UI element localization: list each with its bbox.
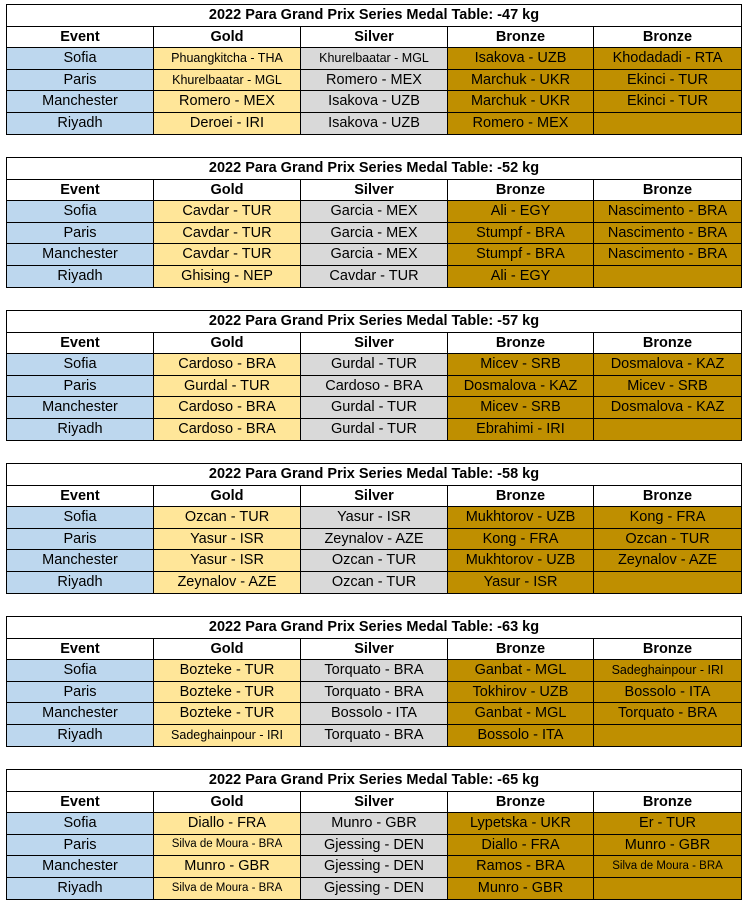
table-header-row xyxy=(7,485,742,507)
event-cell: Paris xyxy=(7,834,154,856)
table-row xyxy=(7,681,742,703)
column-header: Bronze xyxy=(448,485,594,507)
event-cell: Paris xyxy=(7,681,154,703)
gold-cell: Romero - MEX xyxy=(154,91,301,113)
bronze-cell: Ali - EGY xyxy=(448,265,594,287)
bronze-cell: Khodadadi - RTA xyxy=(594,48,742,70)
bronze-cell: Dosmalova - KAZ xyxy=(594,397,742,419)
bronze-cell: Ekinci - TUR xyxy=(594,69,742,91)
bronze-cell: Nascimento - BRA xyxy=(594,244,742,266)
medal-table xyxy=(6,157,742,288)
column-header: Silver xyxy=(301,332,448,354)
table-row xyxy=(7,571,742,593)
table-row xyxy=(7,834,742,856)
column-header: Bronze xyxy=(448,638,594,660)
gold-cell: Ozcan - TUR xyxy=(154,507,301,529)
column-header: Gold xyxy=(154,638,301,660)
table-row xyxy=(7,528,742,550)
medal-table xyxy=(6,616,742,747)
event-cell: Paris xyxy=(7,69,154,91)
silver-cell: Gjessing - DEN xyxy=(301,856,448,878)
table-title: 2022 Para Grand Prix Series Medal Table: -57 kg xyxy=(7,311,742,333)
silver-cell: Ozcan - TUR xyxy=(301,550,448,572)
silver-cell: Gurdal - TUR xyxy=(301,418,448,440)
table-row xyxy=(7,703,742,725)
table-row xyxy=(7,69,742,91)
bronze-cell: Mukhtorov - UZB xyxy=(448,550,594,572)
silver-cell: Cavdar - TUR xyxy=(301,265,448,287)
table-title-row xyxy=(7,311,742,333)
column-header: Bronze xyxy=(594,179,742,201)
event-cell: Sofia xyxy=(7,354,154,376)
column-header: Silver xyxy=(301,485,448,507)
gold-cell: Sadeghainpour - IRI xyxy=(154,724,301,746)
silver-cell: Bossolo - ITA xyxy=(301,703,448,725)
table-row xyxy=(7,507,742,529)
column-header: Bronze xyxy=(448,26,594,48)
table-row xyxy=(7,877,742,899)
bronze-cell: Zeynalov - AZE xyxy=(594,550,742,572)
bronze-cell xyxy=(594,112,742,134)
column-header: Silver xyxy=(301,179,448,201)
bronze-cell: Mukhtorov - UZB xyxy=(448,507,594,529)
bronze-cell xyxy=(594,571,742,593)
gold-cell: Khurelbaatar - MGL xyxy=(154,69,301,91)
table-title-row xyxy=(7,770,742,792)
column-header: Event xyxy=(7,485,154,507)
bronze-cell: Ganbat - MGL xyxy=(448,660,594,682)
bronze-cell: Munro - GBR xyxy=(448,877,594,899)
bronze-cell: Romero - MEX xyxy=(448,112,594,134)
bronze-cell: Micev - SRB xyxy=(448,354,594,376)
column-header: Event xyxy=(7,179,154,201)
gold-cell: Bozteke - TUR xyxy=(154,703,301,725)
table-row xyxy=(7,265,742,287)
table-row xyxy=(7,354,742,376)
medal-table xyxy=(6,769,742,900)
gold-cell: Yasur - ISR xyxy=(154,528,301,550)
bronze-cell xyxy=(594,877,742,899)
event-cell: Manchester xyxy=(7,244,154,266)
silver-cell: Cardoso - BRA xyxy=(301,375,448,397)
column-header: Silver xyxy=(301,638,448,660)
event-cell: Manchester xyxy=(7,397,154,419)
bronze-cell: Bossolo - ITA xyxy=(448,724,594,746)
table-title-row xyxy=(7,617,742,639)
gold-cell: Phuangkitcha - THA xyxy=(154,48,301,70)
bronze-cell: Kong - FRA xyxy=(594,507,742,529)
table-row xyxy=(7,724,742,746)
gold-cell: Gurdal - TUR xyxy=(154,375,301,397)
medal-table xyxy=(6,4,742,135)
table-row xyxy=(7,418,742,440)
silver-cell: Romero - MEX xyxy=(301,69,448,91)
bronze-cell: Nascimento - BRA xyxy=(594,222,742,244)
silver-cell: Garcia - MEX xyxy=(301,222,448,244)
table-row xyxy=(7,660,742,682)
table-row xyxy=(7,813,742,835)
silver-cell: Khurelbaatar - MGL xyxy=(301,48,448,70)
bronze-cell: Yasur - ISR xyxy=(448,571,594,593)
event-cell: Riyadh xyxy=(7,877,154,899)
silver-cell: Garcia - MEX xyxy=(301,201,448,223)
bronze-cell: Tokhirov - UZB xyxy=(448,681,594,703)
column-header: Event xyxy=(7,332,154,354)
table-row xyxy=(7,91,742,113)
event-cell: Riyadh xyxy=(7,571,154,593)
bronze-cell: Stumpf - BRA xyxy=(448,244,594,266)
silver-cell: Munro - GBR xyxy=(301,813,448,835)
bronze-cell: Kong - FRA xyxy=(448,528,594,550)
column-header: Event xyxy=(7,638,154,660)
column-header: Event xyxy=(7,26,154,48)
bronze-cell: Dosmalova - KAZ xyxy=(448,375,594,397)
table-title: 2022 Para Grand Prix Series Medal Table: -63 kg xyxy=(7,617,742,639)
bronze-cell: Ramos - BRA xyxy=(448,856,594,878)
table-title-row xyxy=(7,5,742,27)
bronze-cell: Diallo - FRA xyxy=(448,834,594,856)
silver-cell: Torquato - BRA xyxy=(301,681,448,703)
event-cell: Paris xyxy=(7,528,154,550)
silver-cell: Garcia - MEX xyxy=(301,244,448,266)
gold-cell: Diallo - FRA xyxy=(154,813,301,835)
event-cell: Manchester xyxy=(7,703,154,725)
column-header: Bronze xyxy=(594,485,742,507)
event-cell: Sofia xyxy=(7,507,154,529)
column-header: Bronze xyxy=(448,332,594,354)
column-header: Event xyxy=(7,791,154,813)
silver-cell: Isakova - UZB xyxy=(301,112,448,134)
table-row xyxy=(7,550,742,572)
table-row xyxy=(7,201,742,223)
table-row xyxy=(7,222,742,244)
gold-cell: Cavdar - TUR xyxy=(154,244,301,266)
event-cell: Riyadh xyxy=(7,265,154,287)
column-header: Gold xyxy=(154,332,301,354)
table-title: 2022 Para Grand Prix Series Medal Table: -65 kg xyxy=(7,770,742,792)
gold-cell: Cardoso - BRA xyxy=(154,397,301,419)
bronze-cell: Stumpf - BRA xyxy=(448,222,594,244)
gold-cell: Silva de Moura - BRA xyxy=(154,834,301,856)
event-cell: Riyadh xyxy=(7,418,154,440)
column-header: Bronze xyxy=(594,791,742,813)
medal-table xyxy=(6,310,742,441)
column-header: Gold xyxy=(154,26,301,48)
gold-cell: Yasur - ISR xyxy=(154,550,301,572)
silver-cell: Zeynalov - AZE xyxy=(301,528,448,550)
gold-cell: Zeynalov - AZE xyxy=(154,571,301,593)
event-cell: Paris xyxy=(7,375,154,397)
gold-cell: Cardoso - BRA xyxy=(154,354,301,376)
bronze-cell: Torquato - BRA xyxy=(594,703,742,725)
event-cell: Sofia xyxy=(7,813,154,835)
table-title: 2022 Para Grand Prix Series Medal Table: -52 kg xyxy=(7,158,742,180)
table-header-row xyxy=(7,26,742,48)
event-cell: Sofia xyxy=(7,660,154,682)
column-header: Bronze xyxy=(594,26,742,48)
bronze-cell xyxy=(594,724,742,746)
bronze-cell: Sadeghainpour - IRI xyxy=(594,660,742,682)
table-row xyxy=(7,397,742,419)
medal-table xyxy=(6,463,742,594)
bronze-cell: Ganbat - MGL xyxy=(448,703,594,725)
silver-cell: Gurdal - TUR xyxy=(301,354,448,376)
table-title: 2022 Para Grand Prix Series Medal Table: -47 kg xyxy=(7,5,742,27)
column-header: Gold xyxy=(154,179,301,201)
column-header: Silver xyxy=(301,791,448,813)
bronze-cell: Micev - SRB xyxy=(594,375,742,397)
event-cell: Sofia xyxy=(7,201,154,223)
gold-cell: Deroei - IRI xyxy=(154,112,301,134)
table-title-row xyxy=(7,158,742,180)
silver-cell: Torquato - BRA xyxy=(301,724,448,746)
table-row xyxy=(7,856,742,878)
bronze-cell: Munro - GBR xyxy=(594,834,742,856)
column-header: Bronze xyxy=(448,791,594,813)
bronze-cell: Ekinci - TUR xyxy=(594,91,742,113)
bronze-cell xyxy=(594,418,742,440)
table-title-row xyxy=(7,464,742,486)
column-header: Gold xyxy=(154,791,301,813)
column-header: Silver xyxy=(301,26,448,48)
table-title: 2022 Para Grand Prix Series Medal Table: -58 kg xyxy=(7,464,742,486)
event-cell: Paris xyxy=(7,222,154,244)
silver-cell: Isakova - UZB xyxy=(301,91,448,113)
gold-cell: Bozteke - TUR xyxy=(154,681,301,703)
column-header: Bronze xyxy=(594,332,742,354)
bronze-cell: Ebrahimi - IRI xyxy=(448,418,594,440)
bronze-cell: Silva de Moura - BRA xyxy=(594,856,742,878)
bronze-cell: Ali - EGY xyxy=(448,201,594,223)
event-cell: Manchester xyxy=(7,856,154,878)
bronze-cell: Er - TUR xyxy=(594,813,742,835)
event-cell: Manchester xyxy=(7,91,154,113)
bronze-cell: Isakova - UZB xyxy=(448,48,594,70)
column-header: Gold xyxy=(154,485,301,507)
gold-cell: Cavdar - TUR xyxy=(154,201,301,223)
silver-cell: Yasur - ISR xyxy=(301,507,448,529)
table-header-row xyxy=(7,179,742,201)
event-cell: Manchester xyxy=(7,550,154,572)
bronze-cell: Ozcan - TUR xyxy=(594,528,742,550)
column-header: Bronze xyxy=(448,179,594,201)
bronze-cell: Marchuk - UKR xyxy=(448,69,594,91)
bronze-cell: Dosmalova - KAZ xyxy=(594,354,742,376)
table-header-row xyxy=(7,332,742,354)
silver-cell: Gurdal - TUR xyxy=(301,397,448,419)
silver-cell: Torquato - BRA xyxy=(301,660,448,682)
silver-cell: Gjessing - DEN xyxy=(301,877,448,899)
bronze-cell xyxy=(594,265,742,287)
gold-cell: Silva de Moura - BRA xyxy=(154,877,301,899)
gold-cell: Ghising - NEP xyxy=(154,265,301,287)
column-header: Bronze xyxy=(594,638,742,660)
gold-cell: Cardoso - BRA xyxy=(154,418,301,440)
bronze-cell: Micev - SRB xyxy=(448,397,594,419)
event-cell: Riyadh xyxy=(7,724,154,746)
bronze-cell: Nascimento - BRA xyxy=(594,201,742,223)
gold-cell: Bozteke - TUR xyxy=(154,660,301,682)
table-row xyxy=(7,244,742,266)
gold-cell: Cavdar - TUR xyxy=(154,222,301,244)
event-cell: Sofia xyxy=(7,48,154,70)
event-cell: Riyadh xyxy=(7,112,154,134)
silver-cell: Ozcan - TUR xyxy=(301,571,448,593)
table-row xyxy=(7,48,742,70)
silver-cell: Gjessing - DEN xyxy=(301,834,448,856)
bronze-cell: Lypetska - UKR xyxy=(448,813,594,835)
table-header-row xyxy=(7,791,742,813)
table-header-row xyxy=(7,638,742,660)
bronze-cell: Bossolo - ITA xyxy=(594,681,742,703)
bronze-cell: Marchuk - UKR xyxy=(448,91,594,113)
table-row xyxy=(7,375,742,397)
gold-cell: Munro - GBR xyxy=(154,856,301,878)
table-row xyxy=(7,112,742,134)
